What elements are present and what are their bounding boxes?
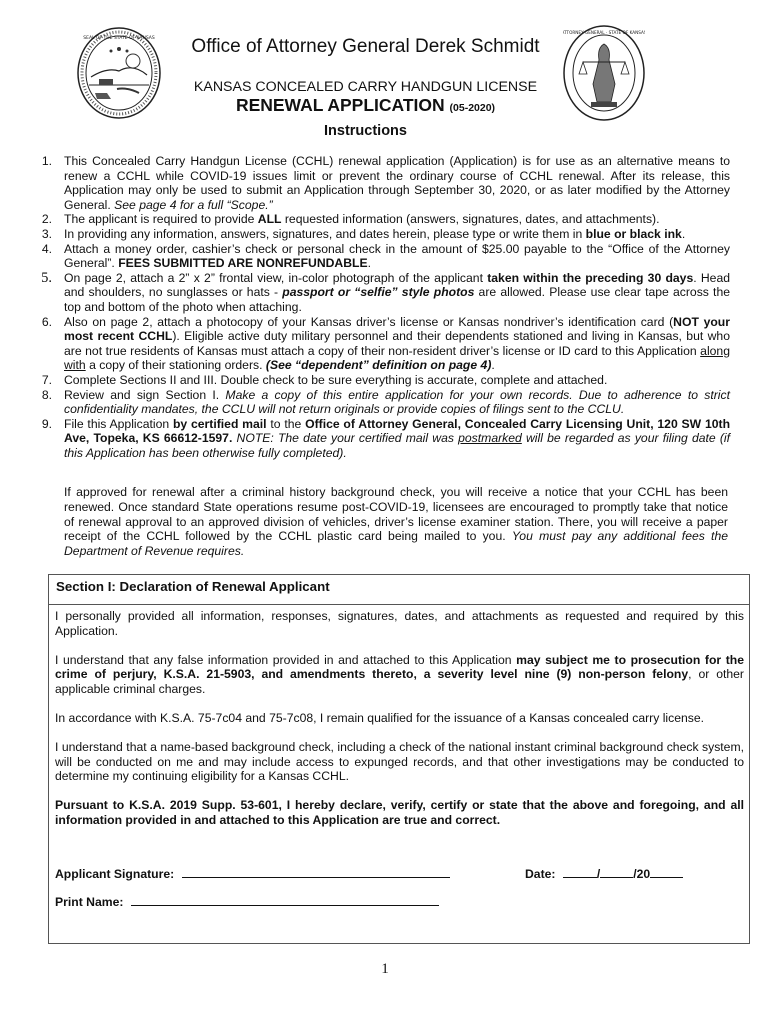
approval-paragraph: [64, 485, 728, 559]
instruction-item: [30, 373, 730, 388]
date-year-field[interactable]: [650, 865, 683, 878]
text-run: Office of Attorney General, Concealed Carry Licensing Unit, 120 SW 10th Ave, Topeka, KS 66612-1597.: [64, 416, 731, 446]
text-run: In accordance with K.S.A. 75-7c04 and 75-7c08, I remain qualified for the issuance of a Kansas concealed carry license.: [55, 710, 705, 725]
instruction-item: [30, 154, 730, 212]
section-1-title: Section I: Declaration of Renewal Applicant: [49, 575, 749, 605]
date-separator: /: [596, 867, 601, 881]
office-title: Office of Attorney General Derek Schmidt: [191, 36, 540, 57]
text-run: are allowed. Please use clear tape across the top and bottom of the photo when attaching.: [64, 285, 730, 314]
instruction-number: 3.: [41, 226, 52, 241]
instruction-item: [30, 271, 730, 315]
declaration-paragraph: [55, 798, 744, 828]
declaration-paragraph: [55, 609, 744, 639]
text-run: The applicant is required to provide: [64, 212, 258, 227]
instruction-item: [30, 212, 730, 227]
section-1-box: [48, 574, 750, 944]
text-run: File this Application: [64, 416, 173, 431]
instruction-number: 2.: [41, 212, 52, 227]
text-run: .: [491, 358, 495, 373]
text-run: by certified mail: [172, 416, 267, 431]
text-run: Make a copy of this entire application for your own records. Due to adherence to strict confidentiality mandates, the CCLU will not return originals or provide copies of filings sent to the CCLU.: [64, 387, 730, 417]
text-run: .: [681, 226, 686, 241]
instruction-item: [30, 242, 730, 271]
text-run: If approved for renewal after a criminal history background check, you will receive a notice that your CCHL has been renewed. Once standard State operations resume post-COVID-19, licensees are encouraged to promptly take that notice of renewal approval to an approved division of vehicles, driver’s license examiner station. There, you will receive a paper receipt of the CCHL followed by the CCHL plastic card being mailed to you.: [64, 485, 728, 544]
instruction-number: 6.: [41, 314, 52, 329]
text-run: passport or “selfie” style photos: [282, 285, 475, 300]
text-run: FEES SUBMITTED ARE NONREFUNDABLE: [118, 256, 368, 271]
date-month-field[interactable]: [563, 865, 597, 878]
signature-field[interactable]: [182, 865, 450, 878]
text-run: Also on page 2, attach a photocopy of your Kansas driver’s license or Kansas nondriver’s identification card (: [64, 314, 674, 329]
text-run: You must pay any additional fees the Department of Revenue requires.: [64, 529, 728, 559]
text-run: may subject me to prosecution for the crime of perjury, K.S.A. 21-5903, and amendments thereto, a severity level nine (9) non-person felony: [55, 652, 744, 682]
form-title: [0, 95, 731, 116]
instructions-heading: Instructions: [324, 123, 407, 139]
text-run: I understand that any false information provided in and attached to this Application: [55, 652, 517, 667]
left-seal-text: SEAL OF THE STATE OF KANSAS: [83, 36, 155, 41]
declaration-paragraph: [55, 653, 744, 697]
instruction-number: 9.: [41, 416, 52, 431]
text-run: Pursuant to K.S.A. 2019 Supp. 53-601, I hereby declare, verify, certify or state that the above and foregoing, and all information provided in and attached to this Application are true and correct.: [55, 798, 744, 827]
date-year-prefix: /20: [633, 867, 651, 881]
text-run: (See “dependent” definition on page 4): [265, 358, 492, 373]
text-run: to the: [266, 416, 306, 431]
instruction-number: 1.: [41, 154, 52, 168]
text-run: NOT your most recent CCHL: [64, 314, 730, 344]
text-run: , or other applicable criminal charges.: [55, 667, 744, 697]
instruction-item: [30, 227, 730, 242]
text-run: postmarked: [458, 431, 522, 446]
form-title-text: RENEWAL APPLICATION: [235, 95, 445, 115]
section-1-body: [49, 605, 749, 828]
text-run: ALL: [257, 212, 282, 227]
text-run: Attach a money order, cashier’s check or personal check in the amount of $25.00 payable to the “Office of the Attorney General”.: [64, 241, 730, 271]
date-row: [525, 865, 683, 881]
page-number: 1: [381, 961, 389, 977]
text-run: In providing any information, answers, signatures, and dates herein, please type or write them in: [64, 226, 586, 241]
text-run: ). Eligible active duty military personnel and their dependents stationed and living in Kansas, but who are not true residents of Kansas must attach a copy of their non-resident driver’s license or ID card to this Application: [64, 329, 730, 358]
text-run: See page 4 for a full “Scope.”: [114, 197, 273, 212]
text-run: I understand that a name-based background check, including a check of the national instant criminal background check system, will be conducted on me and may include access to expunged records, and that other investigations may be conducted to determine my continuing eligibility for a Kansas CCHL.: [55, 739, 744, 784]
print-name-label: Print Name:: [55, 895, 124, 909]
text-run: NOTE: The date your certified mail was: [236, 431, 459, 446]
print-name-field[interactable]: [131, 893, 439, 906]
text-run: requested information (answers, signatures, dates, and attachments).: [281, 212, 660, 227]
text-run: On page 2, attach a 2” x 2” frontal view, in-color photograph of the applicant: [64, 270, 488, 285]
date-day-field[interactable]: [600, 865, 633, 878]
instruction-item: [30, 417, 730, 461]
signature-row: [55, 865, 450, 881]
instruction-item: [30, 315, 730, 373]
text-run: I personally provided all information, responses, signatures, dates, and attachments as requested and required by this Application.: [55, 609, 744, 638]
instruction-number: 7.: [41, 372, 52, 387]
date-label: Date:: [525, 867, 556, 881]
form-code: (05-2020): [449, 102, 496, 114]
print-name-row: [55, 893, 439, 909]
text-run: This Concealed Carry Handgun License (CCHL) renewal application (Application) is for use as an alternative means to renew a CCHL while COVID-19 issues limit or prevent the ordinary course of CCHL renewal. After its release, this Application may only be used to submit an Application through September 30, 2020, or as later modified by the Attorney General.: [64, 154, 730, 212]
instruction-number: 5.: [41, 269, 52, 286]
text-run: along with: [64, 343, 730, 373]
instruction-item: [30, 388, 730, 417]
instructions-list: [30, 154, 730, 460]
instruction-number: 4.: [41, 241, 52, 256]
declaration-paragraph: [55, 711, 744, 726]
text-run: . Head and shoulders, no sunglasses or hats -: [64, 270, 731, 300]
right-seal-text: ATTORNEY GENERAL · STATE OF KANSAS: [563, 30, 645, 35]
text-run: .: [367, 256, 371, 271]
text-run: a copy of their stationing orders.: [85, 358, 266, 373]
declaration-paragraph: [55, 740, 744, 784]
text-run: taken within the preceding 30 days: [487, 270, 694, 285]
text-run: Complete Sections II and III. Double check to be sure everything is accurate, complete and attached.: [64, 372, 608, 387]
instruction-number: 8.: [41, 387, 52, 402]
signature-label: Applicant Signature:: [55, 867, 175, 881]
text-run: Review and sign Section I.: [64, 387, 226, 402]
text-run: blue or black ink: [585, 226, 682, 241]
program-title: KANSAS CONCEALED CARRY HANDGUN LICENSE: [193, 79, 538, 95]
text-run: will be regarded as your filing date (if this Application has been otherwise fully completed).: [64, 431, 730, 460]
